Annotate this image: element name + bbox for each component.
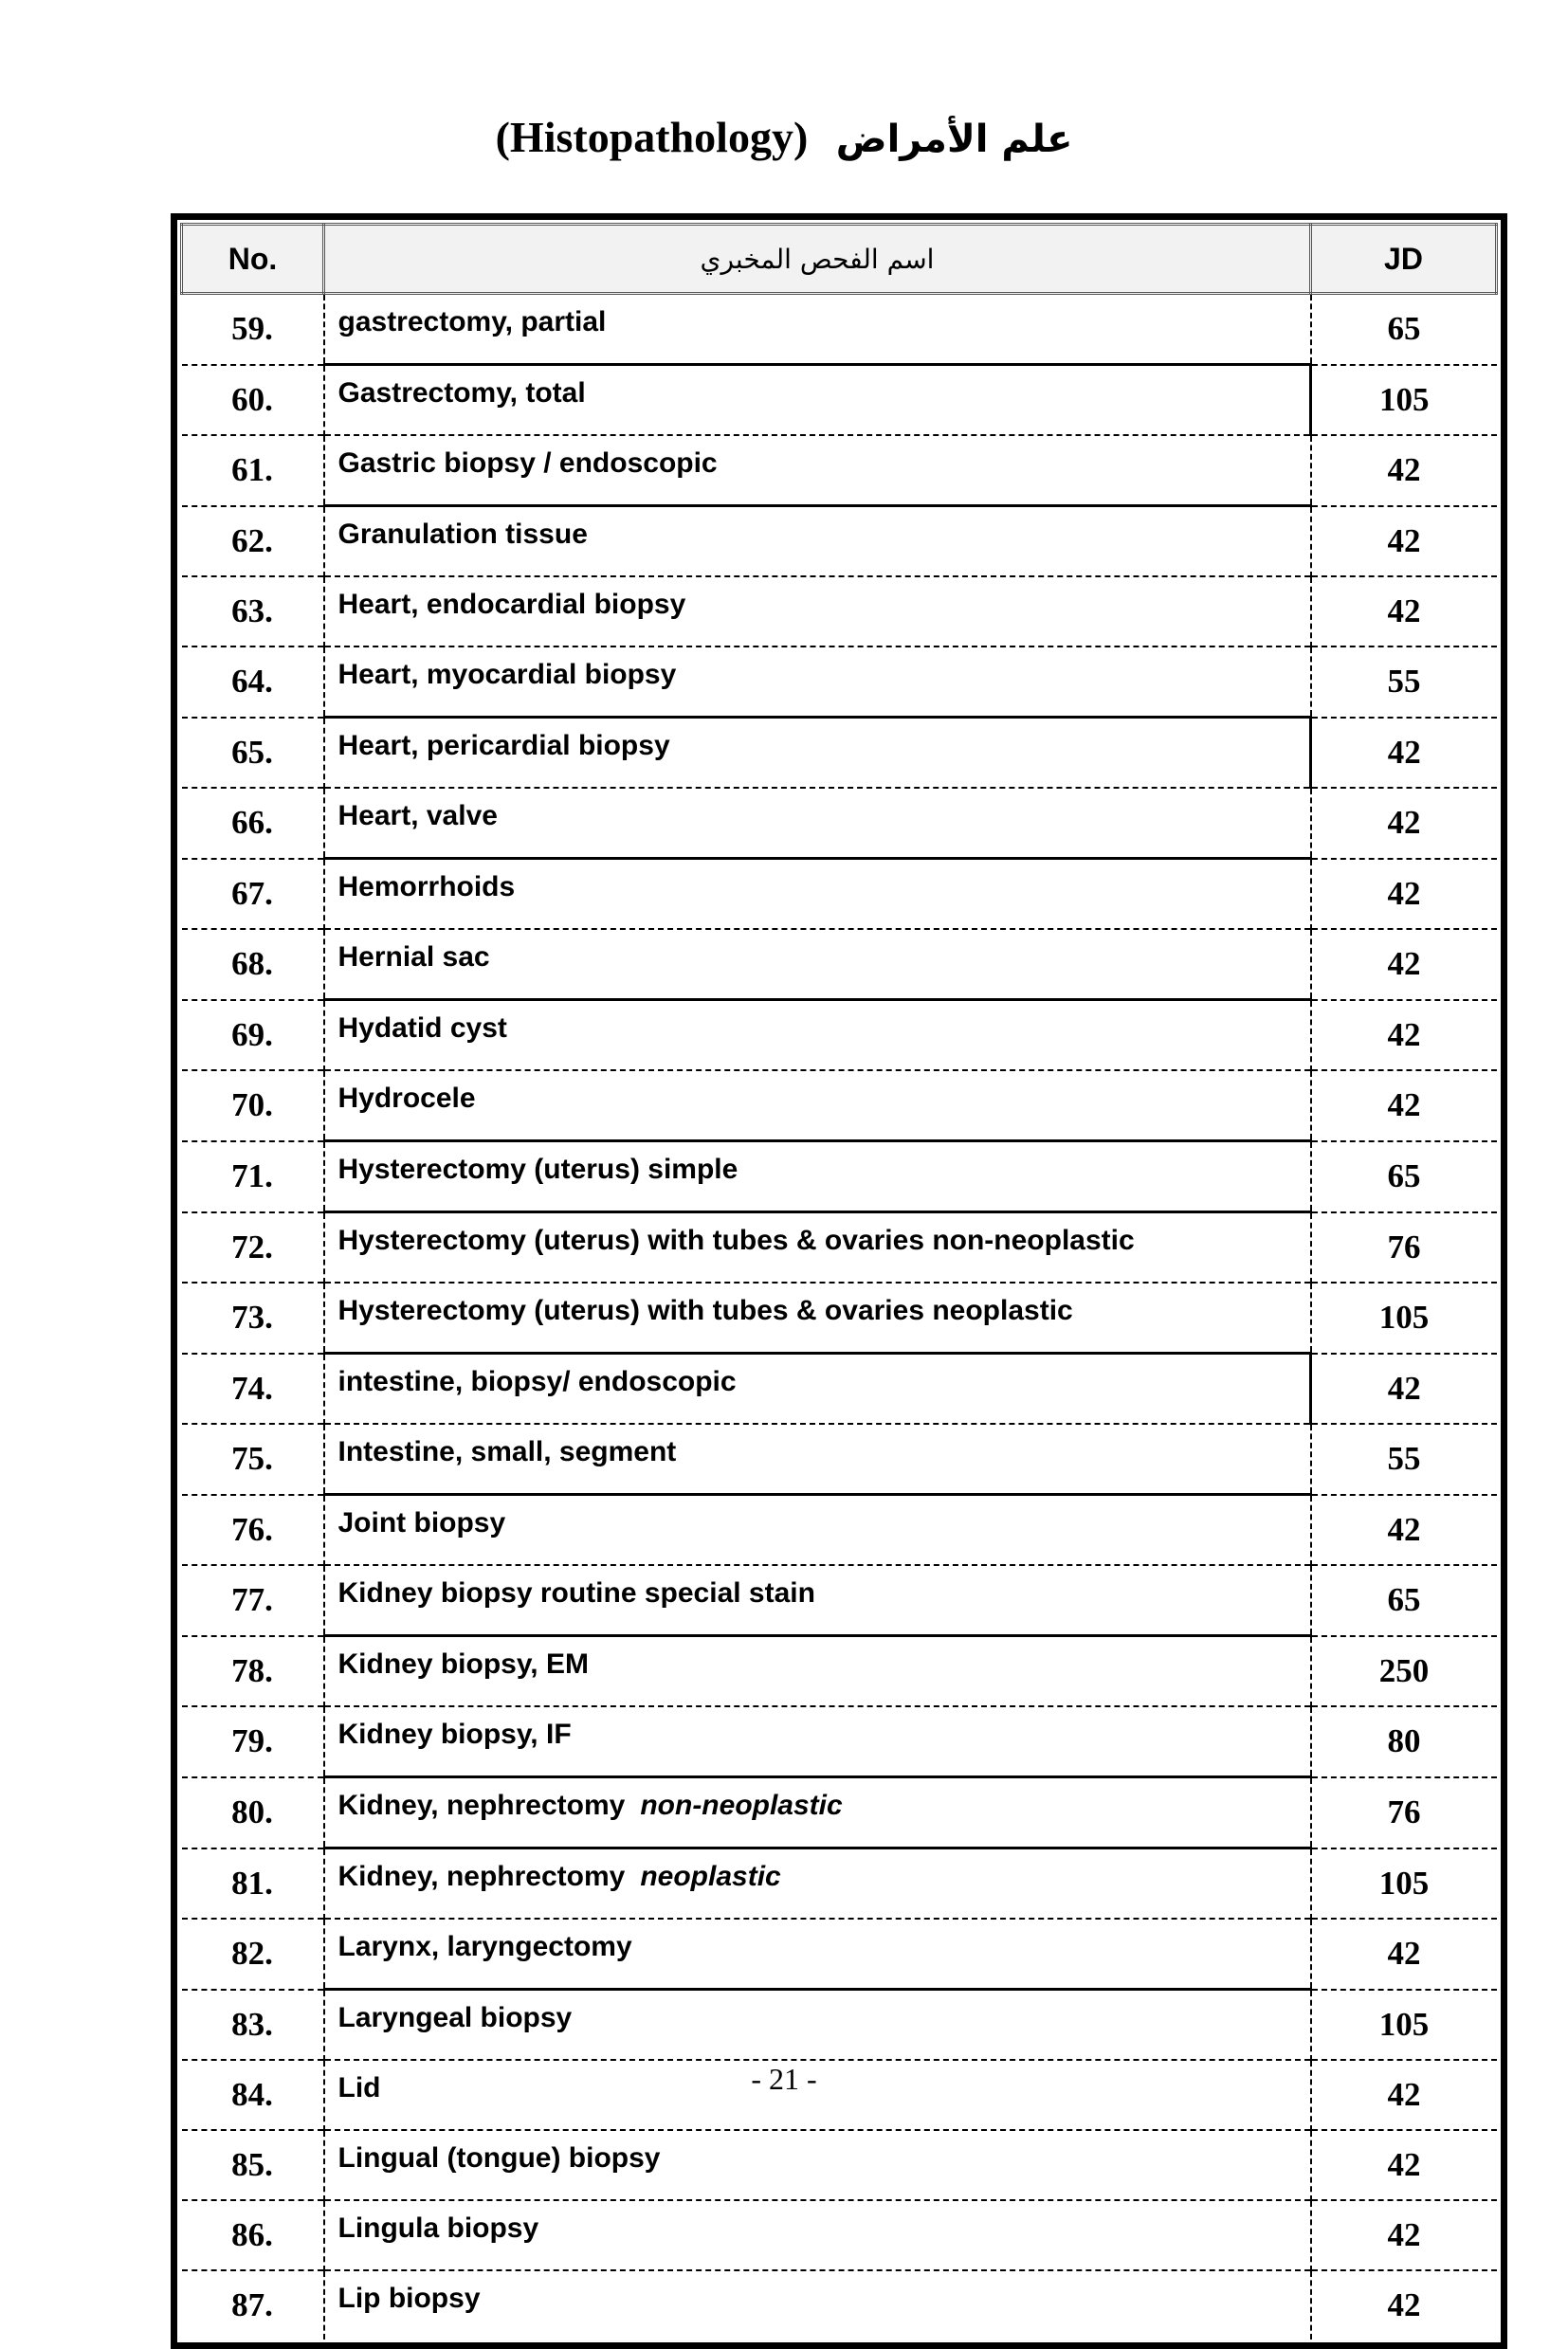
table-row — [182, 1070, 1497, 1141]
price-jd: 65 — [1311, 1565, 1497, 1636]
test-name — [324, 576, 1311, 646]
price-jd: 42 — [1311, 859, 1497, 930]
row-number: 84. — [182, 2060, 324, 2130]
table-row — [182, 1565, 1497, 1636]
row-number: 80. — [182, 1777, 324, 1848]
test-name-text: Hysterectomy (uterus) with tubes & ovaries neoplastic — [337, 1295, 1073, 1326]
row-number: 77. — [182, 1565, 324, 1636]
test-name-text: Hernial sac — [337, 941, 490, 973]
price-jd: 42 — [1311, 2130, 1497, 2200]
price-jd: 105 — [1311, 1283, 1497, 1354]
table-row — [182, 1706, 1497, 1777]
table-row — [182, 646, 1497, 718]
price-jd: 55 — [1311, 646, 1497, 718]
test-name — [324, 2270, 1311, 2340]
title-arabic: علم الأمراض — [835, 118, 1073, 161]
test-name — [324, 788, 1311, 859]
table-row — [182, 1990, 1497, 2061]
test-name — [324, 1636, 1311, 1707]
price-jd: 42 — [1311, 2200, 1497, 2270]
title-english: (Histopathology) — [495, 113, 809, 161]
row-number: 82. — [182, 1919, 324, 1990]
test-name-text: Hysterectomy (uterus) with tubes & ovaries non-neoplastic — [337, 1225, 1135, 1256]
row-number: 59. — [182, 294, 324, 365]
header-price: JD — [1311, 225, 1497, 294]
test-name-text: Joint biopsy — [337, 1507, 506, 1539]
price-jd: 42 — [1311, 2270, 1497, 2340]
test-name-text: Granulation tissue — [337, 519, 588, 550]
test-name-text: Heart, pericardial biopsy — [337, 730, 670, 761]
test-name-text: Gastrectomy, total — [337, 377, 586, 409]
row-number: 71. — [182, 1141, 324, 1212]
test-name-text: gastrectomy, partial — [337, 306, 607, 337]
price-jd: 80 — [1311, 1706, 1497, 1777]
row-number: 61. — [182, 435, 324, 506]
table-row — [182, 859, 1497, 930]
row-number: 62. — [182, 506, 324, 577]
test-name — [324, 1424, 1311, 1495]
test-name — [324, 1706, 1311, 1777]
test-name — [324, 1848, 1311, 1920]
price-jd: 42 — [1311, 788, 1497, 859]
row-number: 85. — [182, 2130, 324, 2200]
row-number: 86. — [182, 2200, 324, 2270]
table-row — [182, 1636, 1497, 1707]
row-number: 73. — [182, 1283, 324, 1354]
price-jd: 76 — [1311, 1777, 1497, 1848]
test-name-text: Hemorrhoids — [337, 871, 516, 902]
price-jd: 105 — [1311, 365, 1497, 436]
table-row — [182, 1919, 1497, 1990]
table-row — [182, 294, 1497, 365]
table-row — [182, 435, 1497, 506]
price-jd: 42 — [1311, 2060, 1497, 2130]
test-name — [324, 2200, 1311, 2270]
row-number: 68. — [182, 929, 324, 1000]
price-jd: 42 — [1311, 929, 1497, 1000]
test-name-text: Laryngeal biopsy — [337, 2002, 573, 2033]
price-jd: 55 — [1311, 1424, 1497, 1495]
test-name-text: Lingual (tongue) biopsy — [337, 2142, 661, 2174]
test-name-text: Kidney, nephrectomy — [337, 1861, 626, 1892]
test-name — [324, 1495, 1311, 1566]
row-number: 78. — [182, 1636, 324, 1707]
row-number: 65. — [182, 718, 324, 789]
page-number: - 21 - — [751, 2062, 817, 2096]
table-row — [182, 1848, 1497, 1920]
table-row — [182, 1212, 1497, 1284]
test-name-qualifier: neoplastic — [640, 1861, 781, 1892]
price-jd: 42 — [1311, 718, 1497, 789]
row-number: 87. — [182, 2270, 324, 2340]
price-jd: 42 — [1311, 435, 1497, 506]
row-number: 66. — [182, 788, 324, 859]
price-table — [171, 213, 1507, 2349]
price-jd: 42 — [1311, 1354, 1497, 1425]
price-jd: 250 — [1311, 1636, 1497, 1707]
price-jd: 42 — [1311, 1000, 1497, 1071]
header-no: No. — [182, 225, 324, 294]
row-number: 74. — [182, 1354, 324, 1425]
table-row — [182, 1000, 1497, 1071]
table-row — [182, 1495, 1497, 1566]
price-jd: 105 — [1311, 1848, 1497, 1920]
test-name — [324, 294, 1311, 365]
test-name — [324, 1990, 1311, 2061]
test-name-text: Heart, endocardial biopsy — [337, 589, 686, 620]
test-name-text: Kidney biopsy, IF — [337, 1719, 572, 1750]
test-name-text: Heart, valve — [337, 800, 498, 831]
test-name — [324, 859, 1311, 930]
price-jd: 42 — [1311, 1495, 1497, 1566]
price-jd: 65 — [1311, 294, 1497, 365]
test-name — [324, 2130, 1311, 2200]
table-row — [182, 2130, 1497, 2200]
price-jd: 65 — [1311, 1141, 1497, 1212]
table-row — [182, 788, 1497, 859]
table-row — [182, 1424, 1497, 1495]
test-name — [324, 1565, 1311, 1636]
row-number: 70. — [182, 1070, 324, 1141]
test-name-text: Lip biopsy — [337, 2283, 481, 2314]
test-name — [324, 1283, 1311, 1354]
test-name-qualifier: non-neoplastic — [640, 1790, 843, 1821]
test-name — [324, 1070, 1311, 1141]
test-name — [324, 929, 1311, 1000]
test-name-text: Kidney biopsy routine special stain — [337, 1577, 815, 1609]
table-row — [182, 576, 1497, 646]
table-row — [182, 1141, 1497, 1212]
row-number: 79. — [182, 1706, 324, 1777]
test-name — [324, 1919, 1311, 1990]
test-name-text: Lingula biopsy — [337, 2212, 539, 2244]
row-number: 67. — [182, 859, 324, 930]
table-row — [182, 1283, 1497, 1354]
table-row — [182, 1354, 1497, 1425]
test-name — [324, 1212, 1311, 1284]
table-row — [182, 929, 1497, 1000]
test-name — [324, 1354, 1311, 1425]
test-name-text: Larynx, laryngectomy — [337, 1931, 632, 1962]
test-name — [324, 1777, 1311, 1848]
test-name — [324, 435, 1311, 506]
price-jd: 42 — [1311, 1919, 1497, 1990]
row-number: 72. — [182, 1212, 324, 1284]
table-row — [182, 1777, 1497, 1848]
row-number: 83. — [182, 1990, 324, 2061]
test-name — [324, 646, 1311, 718]
test-name-text: Kidney, nephrectomy — [337, 1790, 626, 1821]
row-number: 60. — [182, 365, 324, 436]
row-number: 76. — [182, 1495, 324, 1566]
price-jd: 76 — [1311, 1212, 1497, 1284]
table-row — [182, 2200, 1497, 2270]
test-name-text: Hydatid cyst — [337, 1012, 507, 1044]
table-row — [182, 365, 1497, 436]
header-test-name: اسم الفحص المخبري — [324, 225, 1311, 294]
row-number: 75. — [182, 1424, 324, 1495]
table-header-row — [182, 225, 1497, 294]
test-name-text: intestine, biopsy/ endoscopic — [337, 1366, 737, 1397]
test-name-text: Hydrocele — [337, 1083, 476, 1114]
row-number: 63. — [182, 576, 324, 646]
price-jd: 42 — [1311, 1070, 1497, 1141]
test-name-text: Gastric biopsy / endoscopic — [337, 447, 718, 479]
price-jd: 42 — [1311, 576, 1497, 646]
row-number: 64. — [182, 646, 324, 718]
table-row — [182, 2270, 1497, 2340]
test-name — [324, 1000, 1311, 1071]
table-row — [182, 718, 1497, 789]
test-name — [324, 506, 1311, 577]
row-number: 81. — [182, 1848, 324, 1920]
test-name — [324, 365, 1311, 436]
test-name-text: Heart, myocardial biopsy — [337, 659, 677, 690]
test-name-text: Kidney biopsy, EM — [337, 1648, 589, 1680]
test-name-text: Hysterectomy (uterus) simple — [337, 1154, 738, 1185]
test-name — [324, 718, 1311, 789]
test-name-text: Lid — [337, 2072, 381, 2103]
table-row — [182, 506, 1497, 577]
price-jd: 105 — [1311, 1990, 1497, 2061]
page-title — [0, 112, 1568, 162]
row-number: 69. — [182, 1000, 324, 1071]
test-name — [324, 1141, 1311, 1212]
price-jd: 42 — [1311, 506, 1497, 577]
test-name-text: Intestine, small, segment — [337, 1436, 677, 1467]
